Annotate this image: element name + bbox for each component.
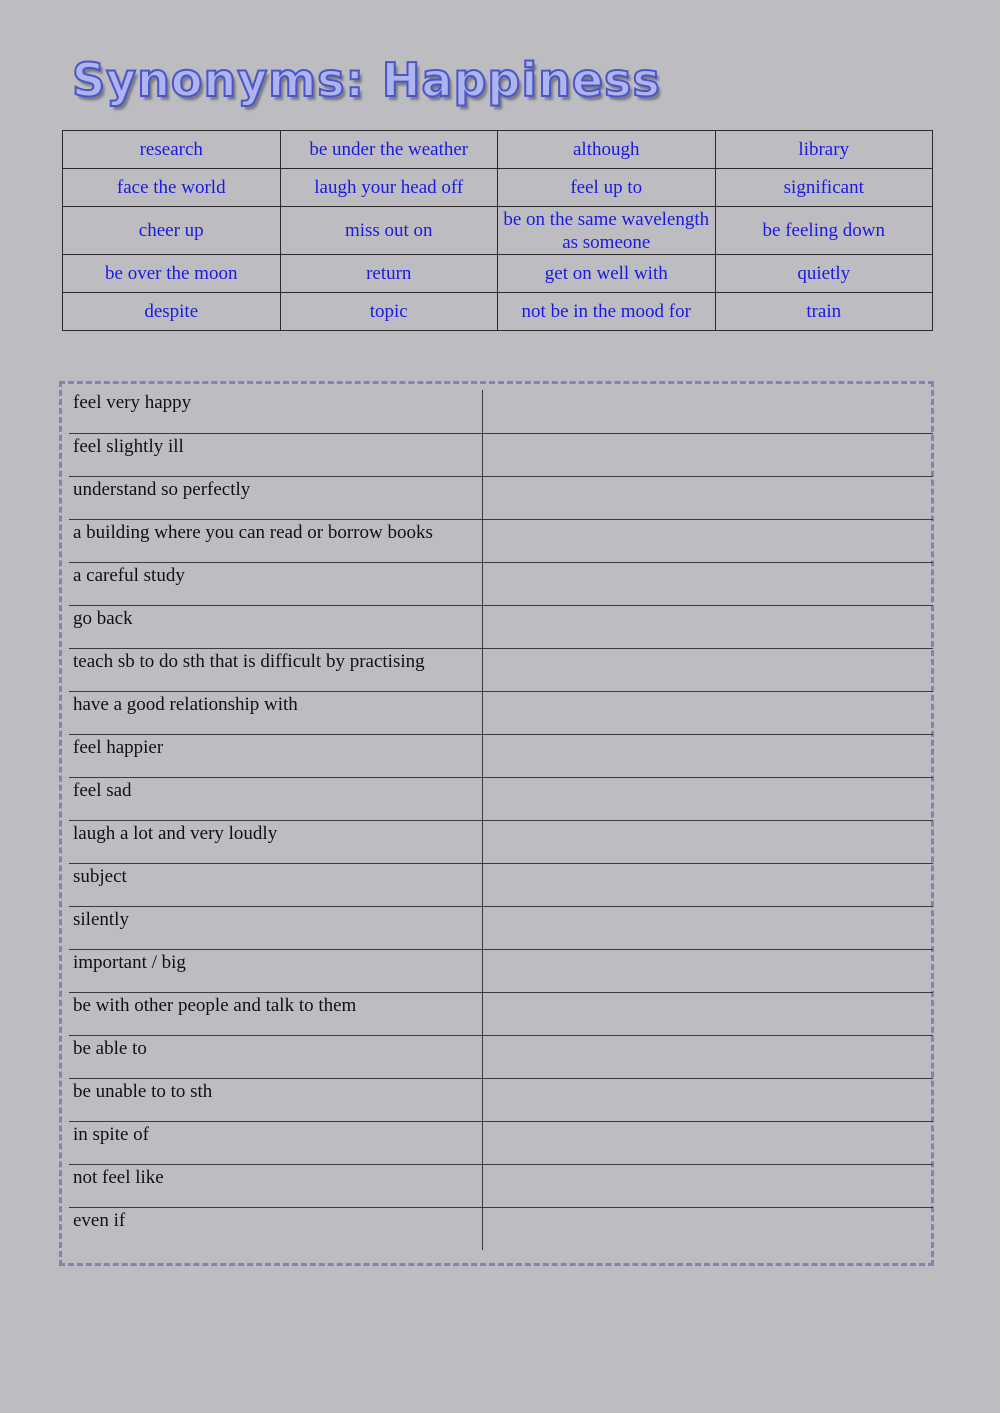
word-bank-cell: be feeling down <box>715 207 933 255</box>
answer-cell[interactable] <box>482 691 933 734</box>
definition-text: in spite of <box>69 1121 482 1164</box>
definition-text: feel slightly ill <box>69 433 482 476</box>
definition-text: a careful study <box>69 562 482 605</box>
definition-text: go back <box>69 605 482 648</box>
definition-row <box>69 1121 933 1164</box>
answer-cell[interactable] <box>482 734 933 777</box>
answer-cell[interactable] <box>482 433 933 476</box>
definition-row <box>69 1078 933 1121</box>
answer-cell[interactable] <box>482 1121 933 1164</box>
definition-row <box>69 906 933 949</box>
definition-row <box>69 691 933 734</box>
word-bank-cell: significant <box>715 169 933 207</box>
answer-cell[interactable] <box>482 476 933 519</box>
word-bank-row <box>63 131 933 169</box>
word-bank-cell: return <box>280 255 498 293</box>
answer-cell[interactable] <box>482 820 933 863</box>
definition-text: be able to <box>69 1035 482 1078</box>
definition-text: subject <box>69 863 482 906</box>
definition-text: be with other people and talk to them <box>69 992 482 1035</box>
definition-text: feel sad <box>69 777 482 820</box>
answer-cell[interactable] <box>482 863 933 906</box>
word-bank-cell: cheer up <box>63 207 281 255</box>
answer-cell[interactable] <box>482 992 933 1035</box>
word-bank-cell: feel up to <box>498 169 716 207</box>
definition-text: even if <box>73 1209 126 1231</box>
definition-row <box>69 562 933 605</box>
matching-exercise-box <box>59 381 934 1266</box>
definition-row <box>69 949 933 992</box>
word-bank-cell: research <box>63 131 281 169</box>
word-bank-row <box>63 255 933 293</box>
definition-text: silently <box>69 906 482 949</box>
word-bank-cell: face the world <box>63 169 281 207</box>
answer-cell[interactable] <box>482 562 933 605</box>
definition-row <box>69 390 933 433</box>
word-bank-cell: be on the same wavelength as someone <box>498 207 716 255</box>
definition-row <box>69 820 933 863</box>
word-bank-cell: topic <box>280 293 498 331</box>
word-bank-cell: be over the moon <box>63 255 281 293</box>
definition-text: have a good relationship with <box>69 691 482 734</box>
word-bank-cell: get on well with <box>498 255 716 293</box>
matching-table <box>69 390 933 1250</box>
answer-cell[interactable] <box>482 906 933 949</box>
answer-cell[interactable] <box>482 1207 933 1250</box>
definition-text: important / big <box>69 949 482 992</box>
definition-text: feel very happy <box>69 390 482 433</box>
definition-row <box>69 519 933 562</box>
answer-cell[interactable] <box>482 1035 933 1078</box>
definition-text: understand so perfectly <box>69 476 482 519</box>
answer-cell[interactable] <box>482 1078 933 1121</box>
definition-row <box>69 433 933 476</box>
definition-row <box>69 476 933 519</box>
definition-row <box>69 992 933 1035</box>
word-bank-cell: quietly <box>715 255 933 293</box>
definition-row <box>69 1035 933 1078</box>
word-bank-cell: miss out on <box>280 207 498 255</box>
definition-row <box>69 605 933 648</box>
word-bank-cell: laugh your head off <box>280 169 498 207</box>
word-bank-cell: train <box>715 293 933 331</box>
word-bank-cell: despite <box>63 293 281 331</box>
word-bank-cell: be under the weather <box>280 131 498 169</box>
word-bank-table <box>62 130 933 331</box>
definition-row <box>69 863 933 906</box>
word-bank-cell: library <box>715 131 933 169</box>
definition-row <box>69 1207 933 1250</box>
definition-row <box>69 648 933 691</box>
definition-row <box>69 777 933 820</box>
answer-cell[interactable] <box>482 605 933 648</box>
answer-cell[interactable] <box>482 949 933 992</box>
definition-text: teach sb to do sth that is difficult by practising <box>69 648 482 691</box>
definition-row <box>69 734 933 777</box>
word-bank-row <box>63 207 933 255</box>
answer-cell[interactable] <box>482 1164 933 1207</box>
word-bank-cell: although <box>498 131 716 169</box>
word-bank-row <box>63 293 933 331</box>
definition-text: not feel like <box>69 1164 482 1207</box>
word-bank-row <box>63 169 933 207</box>
definition-text: be unable to to sth <box>69 1078 482 1121</box>
definition-text: laugh a lot and very loudly <box>69 820 482 863</box>
definition-text: a building where you can read or borrow books <box>69 519 482 562</box>
answer-cell[interactable] <box>482 648 933 691</box>
page-title: Synonyms: Happiness <box>72 53 661 107</box>
answer-cell[interactable] <box>482 777 933 820</box>
answer-cell[interactable] <box>482 519 933 562</box>
definition-text: feel happier <box>69 734 482 777</box>
word-bank-cell: not be in the mood for <box>498 293 716 331</box>
definition-row <box>69 1164 933 1207</box>
answer-cell[interactable] <box>482 390 933 433</box>
